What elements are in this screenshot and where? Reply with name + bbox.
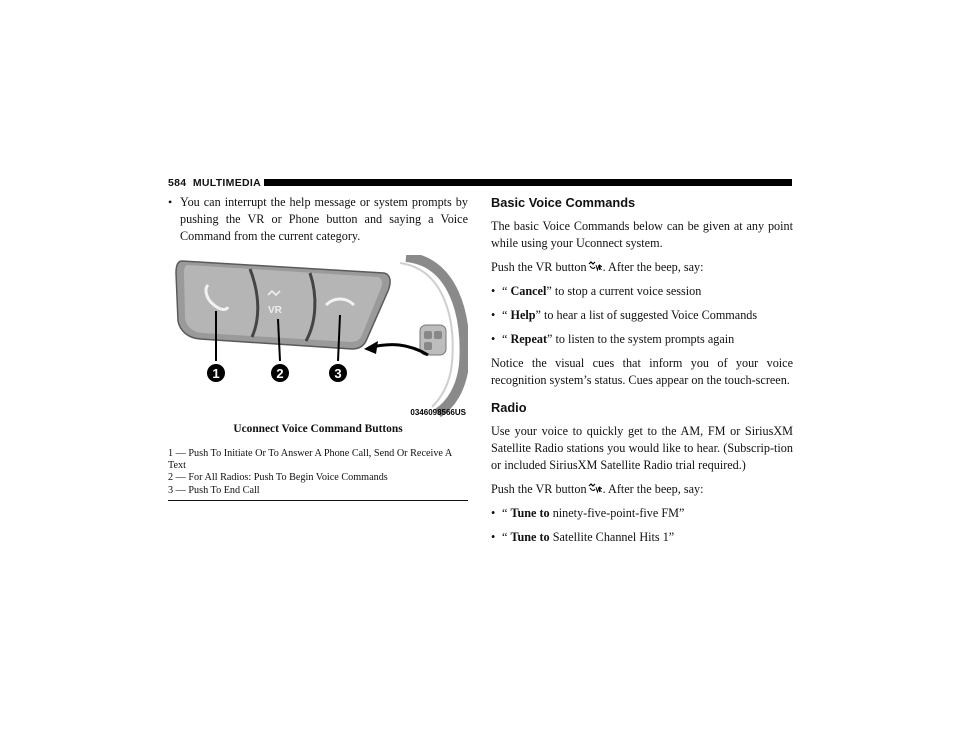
bullet-glyph: • [168, 195, 173, 209]
basic-cmd-cancel: • “ Cancel” to stop a current voice session [491, 284, 702, 298]
steering-wheel-buttons-illustration [168, 255, 468, 419]
heading-radio: Radio [491, 400, 527, 415]
right-column [491, 194, 793, 553]
left-column [168, 194, 468, 501]
basic-notice: Notice the visual cues that inform you of your voice recognition system’s status. Cues appear on the touch-screen. [491, 356, 793, 387]
vr-icon [588, 482, 602, 494]
callout-2: 2 [276, 366, 284, 381]
basic-cmd-help: • “ Help” to hear a list of suggested Voice Commands [491, 308, 758, 322]
legend-item-2: 2 — For All Radios: Push To Begin Voice Commands [168, 472, 388, 484]
radio-cmd-satellite: • “ Tune to Satellite Channel Hits 1” [491, 530, 675, 544]
basic-push-vr: Push the VR button . After the beep, say: [491, 260, 704, 274]
callout-3: 3 [334, 366, 342, 381]
vr-icon [588, 260, 602, 272]
figure-caption: Uconnect Voice Command Buttons [233, 423, 403, 435]
radio-intro: Use your voice to quickly get to the AM, FM or SiriusXM Satellite Radio stations you would like to hear. (Subscrip-tion or included SiriusXM Satellite Radio trial required.) [491, 424, 793, 472]
heading-basic-voice-commands: Basic Voice Commands [491, 195, 636, 210]
radio-push-vr: Push the VR button . After the beep, say: [491, 482, 704, 496]
legend-rule [168, 500, 468, 501]
figure-legend [168, 448, 468, 497]
figure-code: 0346098566US [410, 408, 466, 417]
basic-cmd-repeat: • “ Repeat” to listen to the system prompts again [491, 332, 735, 346]
legend-item-3: 3 — Push To End Call [168, 484, 260, 496]
callout-1: 1 [212, 366, 220, 381]
page-header [168, 176, 792, 190]
header-rule [264, 179, 792, 186]
interrupt-bullet: • You can interrupt the help message or system prompts by pushing the VR or Phone button and saying a Voice Command from the current category. [168, 195, 468, 243]
page-number-section: 584 MULTIMEDIA [168, 177, 261, 189]
radio-cmd-fm: • “ Tune to ninety-five-point-five FM” [491, 506, 685, 520]
vr-button-label: VR [268, 305, 282, 316]
basic-intro: The basic Voice Commands below can be given at any point while using your Uconnect system. [491, 219, 793, 250]
legend-item-1: 1 — Push To Initiate Or To Answer A Phone Call, Send Or Receive A Text [168, 448, 452, 472]
voice-buttons-figure [168, 255, 468, 419]
